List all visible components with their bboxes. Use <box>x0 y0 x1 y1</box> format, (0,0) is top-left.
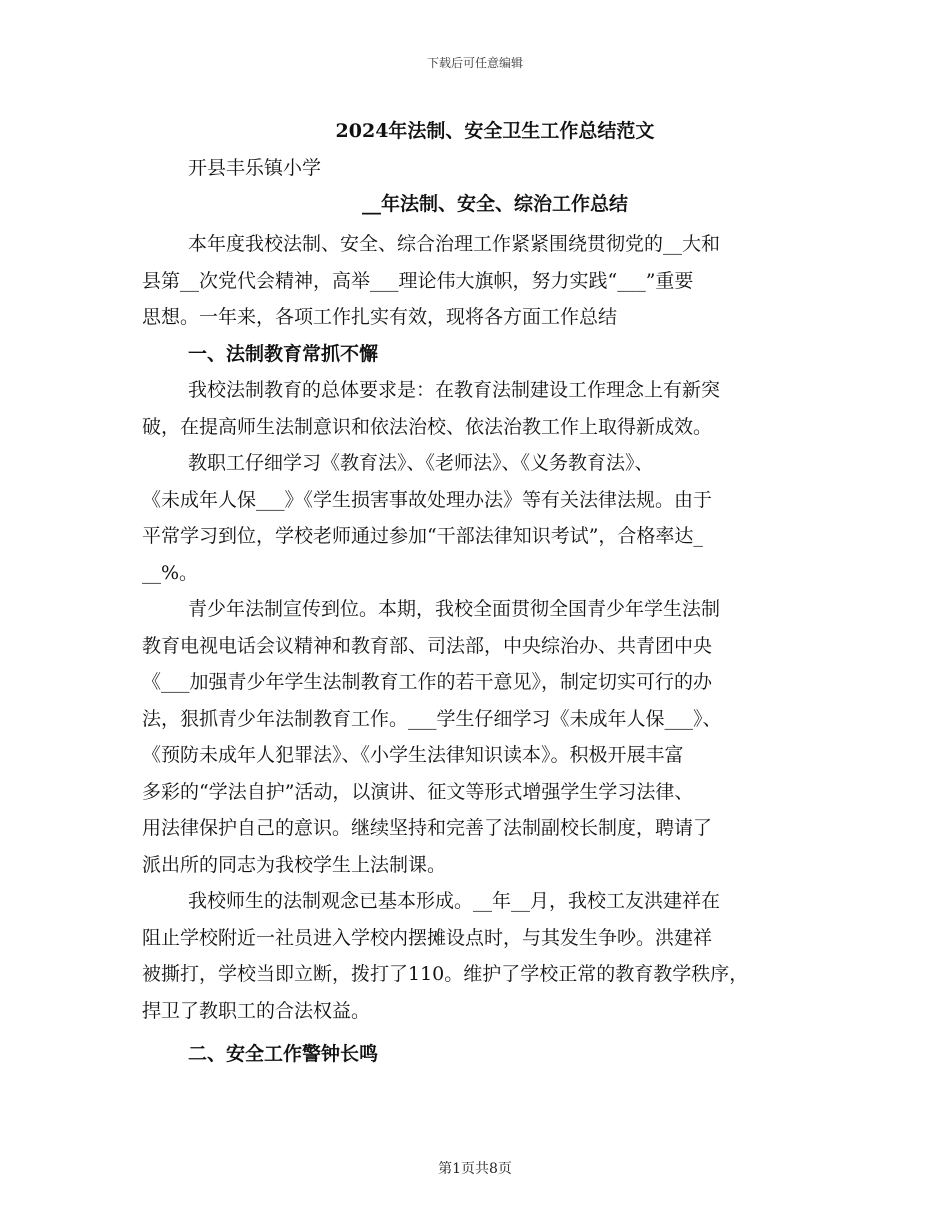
section-heading-legal-education: 一、法制教育常抓不懈 <box>188 342 379 365</box>
section-heading-safety: 二、安全工作警钟长鸣 <box>188 1043 379 1065</box>
paragraph-legal-requirements <box>142 372 802 445</box>
paragraph-line: 我校师生的法制观念已基本形成。__年__月，我校工友洪建祥在 <box>188 890 721 912</box>
paragraph-line: 法，狠抓青少年法制教育工作。___学生仔细学习《未成年人保___》、 <box>142 707 722 730</box>
intro-line: 思想。一年来，各项工作扎实有效，现将各方面工作总结 <box>142 306 618 328</box>
school-name: 开县丰乐镇小学 <box>188 157 322 179</box>
paragraph-line: 派出所的同志为我校学生上法制课。 <box>142 853 447 876</box>
paragraph-legal-awareness <box>142 883 802 1029</box>
paragraph-line: 教职工仔细学习《教育法》、《老师法》、《义务教育法》、 <box>188 452 654 474</box>
paragraph-line: 用法律保护自己的意识。继续坚持和完善了法制副校长制度，聘请了 <box>142 817 713 839</box>
paragraph-line: 我校法制教育的总体要求是：在教育法制建设工作理念上有新突 <box>188 379 721 401</box>
paragraph-line: 《未成年人保___》《学生损害事故处理办法》等有关法律法规。由于 <box>142 488 713 511</box>
paragraph-line: 阻止学校附近一社员进入学校内摆摊设点时，与其发生争吵。洪建祥 <box>142 926 713 949</box>
paragraph-youth-publicity <box>142 591 802 883</box>
paragraph-line: 多彩的“学法自护”活动，以演讲、征文等形式增强学生学习法律、 <box>142 780 694 803</box>
paragraph-staff-study <box>142 445 802 591</box>
intro-paragraph <box>142 226 802 1073</box>
paragraph-line: 破，在提高师生法制意识和依法治校、依法治教工作上取得新成效。 <box>142 415 713 438</box>
document-title: 2024年法制、安全卫生工作总结范文 <box>335 120 655 142</box>
page-footer: 第1页共8页 <box>438 1161 512 1177</box>
intro-line: 本年度我校法制、安全、综合治理工作紧紧围绕贯彻党的__大和 <box>188 233 721 255</box>
paragraph-line: 《___加强青少年学生法制教育工作的若干意见》，制定切实可行的办 <box>142 671 713 693</box>
paragraph-line: __%。 <box>142 561 199 584</box>
paragraph-line: 被撕打，学校当即立断，拨打了110。维护了学校正常的教育教学秩序， <box>142 963 749 985</box>
paragraph-line: 青少年法制宣传到位。本期，我校全面贯彻全国青少年学生法制 <box>188 598 721 620</box>
document-subtitle: __年法制、安全、综治工作总结 <box>361 193 628 215</box>
paragraph-line: 捍卫了教职工的合法权益。 <box>142 999 371 1022</box>
paragraph-line: 平常学习到位，学校老师通过参加“干部法律知识考试”，合格率达_ <box>142 525 703 547</box>
intro-line: 县第__次党代会精神，高举___理论伟大旗帜，努力实践“___”重要 <box>142 269 694 292</box>
paragraph-line: 《预防未成年人犯罪法》、《小学生法律知识读本》。积极开展丰富 <box>142 744 684 766</box>
page-header-note: 下载后可任意编辑 <box>426 56 523 70</box>
paragraph-line: 教育电视电话会议精神和教育部、司法部，中央综治办、共青团中央 <box>142 634 713 657</box>
